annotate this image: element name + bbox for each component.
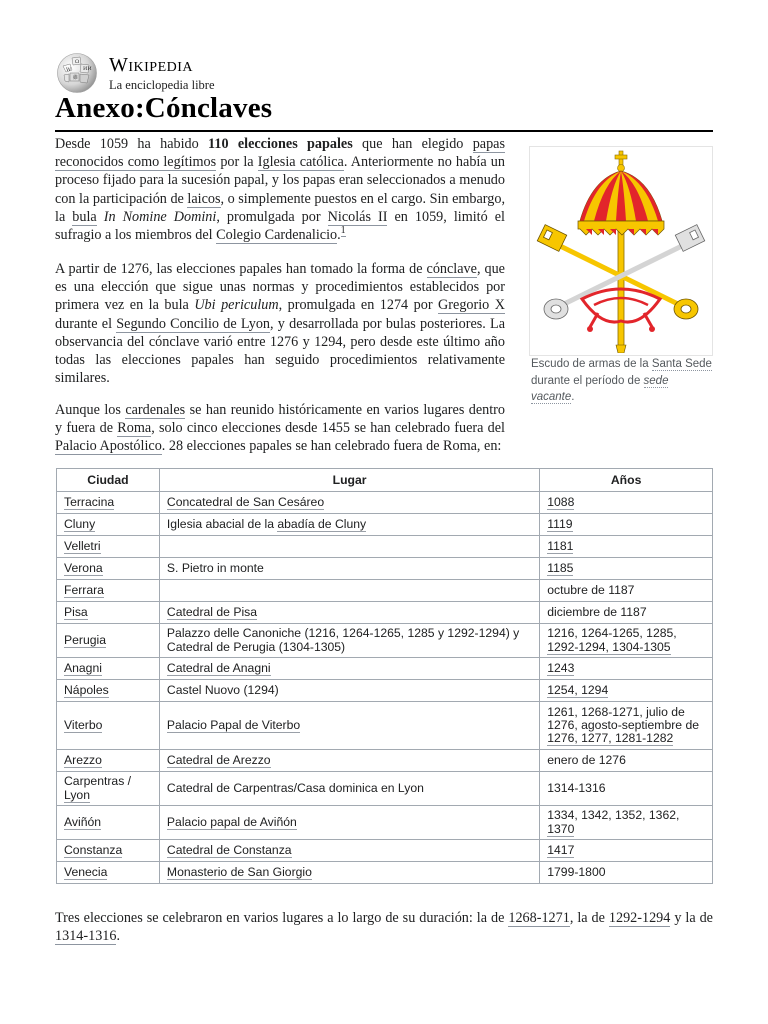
text: Desde 1059 ha habido [55, 136, 209, 152]
year-link[interactable]: 1334, 1342, 1352, 1362, [547, 808, 680, 823]
text: por la [216, 154, 258, 171]
text: durante el período de [531, 374, 644, 387]
column-header-anos[interactable]: Años [540, 469, 713, 492]
intro-paragraph-3 [55, 401, 505, 456]
table-row [57, 750, 713, 772]
table-row [57, 514, 713, 536]
table-row [57, 658, 713, 680]
city-link[interactable]: Viterbo [64, 717, 103, 732]
column-header-ciudad[interactable]: Ciudad [57, 469, 160, 492]
svg-text:維: 維 [73, 75, 79, 81]
text: , y desarrollada por bulas posteriores. La observancia del cónclave varió entre 1276 y 1294, pero desde este último año todas las elecciones papales han seguido procedimientos relativamente similares. [55, 315, 506, 387]
link-sede-vacante[interactable]: sede vacante [531, 374, 669, 404]
place-text: Iglesia abacial de la [166, 516, 278, 531]
link-roma[interactable]: Roma [117, 420, 152, 437]
link-gregorio-x[interactable]: Gregorio X [438, 297, 505, 314]
text: , solo cinco elecciones desde 1455 se han celebrado fuera del [151, 420, 505, 437]
text: . [337, 227, 341, 244]
place-empty [159, 580, 539, 602]
title-divider [55, 130, 713, 132]
city-link[interactable]: Velletri [64, 538, 101, 553]
text [97, 209, 104, 225]
column-header-lugar[interactable]: Lugar [159, 469, 539, 492]
place-link[interactable]: Catedral de Arezzo [166, 752, 271, 767]
link-santa-sede[interactable]: Santa Sede [651, 358, 712, 370]
year-link[interactable]: 1243 [547, 660, 575, 675]
place-link[interactable]: Palacio papal de Aviñón [166, 814, 297, 829]
link-segundo-concilio-lyon[interactable]: Segundo Concilio de Lyon [116, 315, 271, 332]
svg-text:Ω: Ω [75, 59, 80, 65]
link-conclave[interactable]: cónclave [426, 261, 477, 277]
table-row [57, 862, 713, 884]
place-link[interactable]: abadía de Cluny [277, 516, 367, 531]
year-link[interactable]: 1216, 1264-1265, 1285, [547, 626, 677, 641]
place-text: Palazzo delle Canoniche (1216, 1264-1265, 1285 y 1292-1294) y [166, 626, 520, 641]
year-link[interactable]: 1181 [547, 538, 574, 553]
place-link[interactable]: Concatedral de San Cesáreo [166, 494, 325, 509]
coat-of-arms-figure[interactable] [529, 146, 713, 356]
text: . [571, 391, 575, 404]
text: que han elegido [352, 136, 473, 152]
link-1314-1316[interactable]: 1314-1316 [55, 928, 117, 945]
year-link[interactable]: 1185 [547, 560, 574, 575]
site-tagline: La enciclopedia libre [109, 78, 215, 92]
place-link[interactable]: Castel Nuovo (1294) [166, 682, 279, 697]
city-link[interactable]: Terracina [64, 494, 115, 509]
city-link[interactable]: Arezzo [64, 752, 102, 767]
link-laicos[interactable]: laicos [187, 190, 221, 207]
text: . 28 elecciones papales se han celebrado fuera de Roma, en: [161, 438, 502, 455]
intro-paragraph-1 [55, 135, 505, 244]
closing-paragraph [55, 909, 713, 945]
place-link[interactable]: Catedral de Carpentras/Casa dominica en Lyon [166, 780, 424, 795]
place-link[interactable]: Catedral de Constanza [166, 842, 292, 857]
italic-title: Ubi periculum [194, 297, 279, 314]
city-link[interactable]: Constanza [64, 842, 123, 857]
city-link[interactable]: Anagni [64, 660, 102, 675]
text: , o simplemente puestos en el cargo. Sin embargo, la [55, 190, 505, 225]
year-link[interactable]: 1417 [547, 842, 575, 857]
conclaves-table [56, 468, 713, 884]
intro-paragraph-2 [55, 260, 505, 387]
table-row [57, 558, 713, 580]
place-link[interactable]: Catedral de Pisa [166, 604, 258, 619]
link-iglesia-catolica[interactable]: Iglesia católica [257, 154, 344, 171]
city-link[interactable]: Verona [64, 560, 103, 575]
place-link[interactable]: Catedral de Perugia (1304-1305) [166, 639, 346, 654]
text: Aunque los [55, 402, 126, 418]
table-row [57, 624, 713, 658]
reference-link[interactable]: 1 [340, 225, 346, 237]
table-row [57, 702, 713, 750]
text: , la de [569, 910, 609, 926]
city-link[interactable]: Perugia [64, 632, 107, 647]
link-colegio-cardenalicio[interactable]: Colegio Cardenalicio [216, 227, 338, 244]
table-row [57, 536, 713, 558]
link-nicolas-ii[interactable]: Nicolás II [327, 208, 388, 225]
coat-of-arms-image [534, 149, 708, 353]
year-link[interactable]: 1276, agosto-septiembre de [547, 717, 700, 732]
table-header-row [57, 469, 713, 492]
link-bula[interactable]: bula [72, 208, 97, 225]
year-link[interactable]: 1088 [547, 494, 575, 509]
wikipedia-wordmark[interactable] [109, 54, 215, 93]
place-link[interactable]: Catedral de Anagni [166, 660, 271, 675]
link-cardenales[interactable]: cardenales [125, 402, 186, 418]
place-link[interactable]: Monasterio de San Giorgio [166, 864, 312, 879]
table-row [57, 806, 713, 840]
text: , promulgada por [216, 208, 328, 225]
site-name: Wikipedia [109, 54, 194, 76]
city-link[interactable]: Ferrara [64, 582, 104, 597]
year-link[interactable]: 1119 [547, 516, 573, 531]
text: A partir de 1276, las elecciones papales han tomado la forma de [55, 261, 427, 277]
place-link[interactable]: Palacio Papal de Viterbo [166, 717, 301, 732]
year-text: diciembre de 1187 [547, 604, 647, 619]
year-link[interactable]: 1276, 1277, 1281-1282 [547, 731, 674, 746]
text: durante el [55, 315, 117, 332]
city-link[interactable]: Aviñón [64, 814, 102, 829]
link-1268-1271[interactable]: 1268-1271 [508, 910, 570, 926]
year-text: 1261, 1268-1271, julio de [547, 704, 685, 719]
text: , que es una elección que sigue unas normas y procedimientos establecidos por primera vez en la bula [55, 261, 505, 314]
table-row [57, 840, 713, 862]
text: , promulgada en 1274 por [278, 297, 439, 314]
svg-text:ИИ: ИИ [83, 66, 92, 72]
text: se han reunido históricamente en varios lugares dentro y fuera de [55, 402, 506, 437]
text: y la de [670, 910, 713, 926]
year-link[interactable]: 1292-1294, 1304-1305 [547, 639, 671, 654]
table-row [57, 680, 713, 702]
year-link[interactable]: 1370 [547, 821, 575, 836]
text: Escudo de armas de la [531, 358, 652, 370]
city-link[interactable]: Pisa [64, 604, 88, 619]
place-empty [159, 536, 539, 558]
text: en 1059, limitó el sufragio a los miembros del [55, 208, 505, 244]
wikipedia-globe-icon[interactable] [55, 52, 99, 94]
table-row [57, 602, 713, 624]
coat-of-arms-caption [531, 356, 713, 406]
link-papas[interactable]: papas reconocidos como legítimos [55, 136, 505, 171]
city-text: Carpentras / [64, 774, 132, 789]
table-row [57, 580, 713, 602]
page-title: Anexo:Cónclaves [55, 92, 273, 124]
year-text: 1799-1800 [547, 864, 606, 879]
text: . Anteriormente no había un proceso fijado para la sucesión papal, y los papas eran seleccionados a menudo con la participación de [55, 154, 505, 207]
italic-title: In Nomine Domini [103, 208, 217, 225]
city-link[interactable]: Nápoles [64, 682, 109, 697]
bold-text: 110 elecciones papales [208, 136, 353, 152]
table-row [57, 492, 713, 514]
year-text: octubre de 1187 [547, 582, 635, 597]
city-link[interactable]: Lyon [64, 787, 90, 802]
year-link[interactable]: 1314-1316 [547, 780, 606, 795]
svg-text:W: W [66, 67, 72, 73]
link-palacio-apostolico[interactable]: Palacio Apostólico [55, 438, 162, 455]
year-text: enero de 1276 [547, 752, 626, 767]
text: . [116, 928, 121, 945]
year-link[interactable]: 1254, 1294 [547, 682, 609, 697]
city-link[interactable]: Venecia [64, 864, 108, 879]
table-row [57, 772, 713, 806]
place-text: S. Pietro in monte [166, 560, 264, 575]
text: Tres elecciones se celebraron en varios lugares a lo largo de su duración: la de [55, 910, 509, 926]
link-1292-1294[interactable]: 1292-1294 [608, 910, 671, 926]
city-link[interactable]: Cluny [64, 516, 96, 531]
